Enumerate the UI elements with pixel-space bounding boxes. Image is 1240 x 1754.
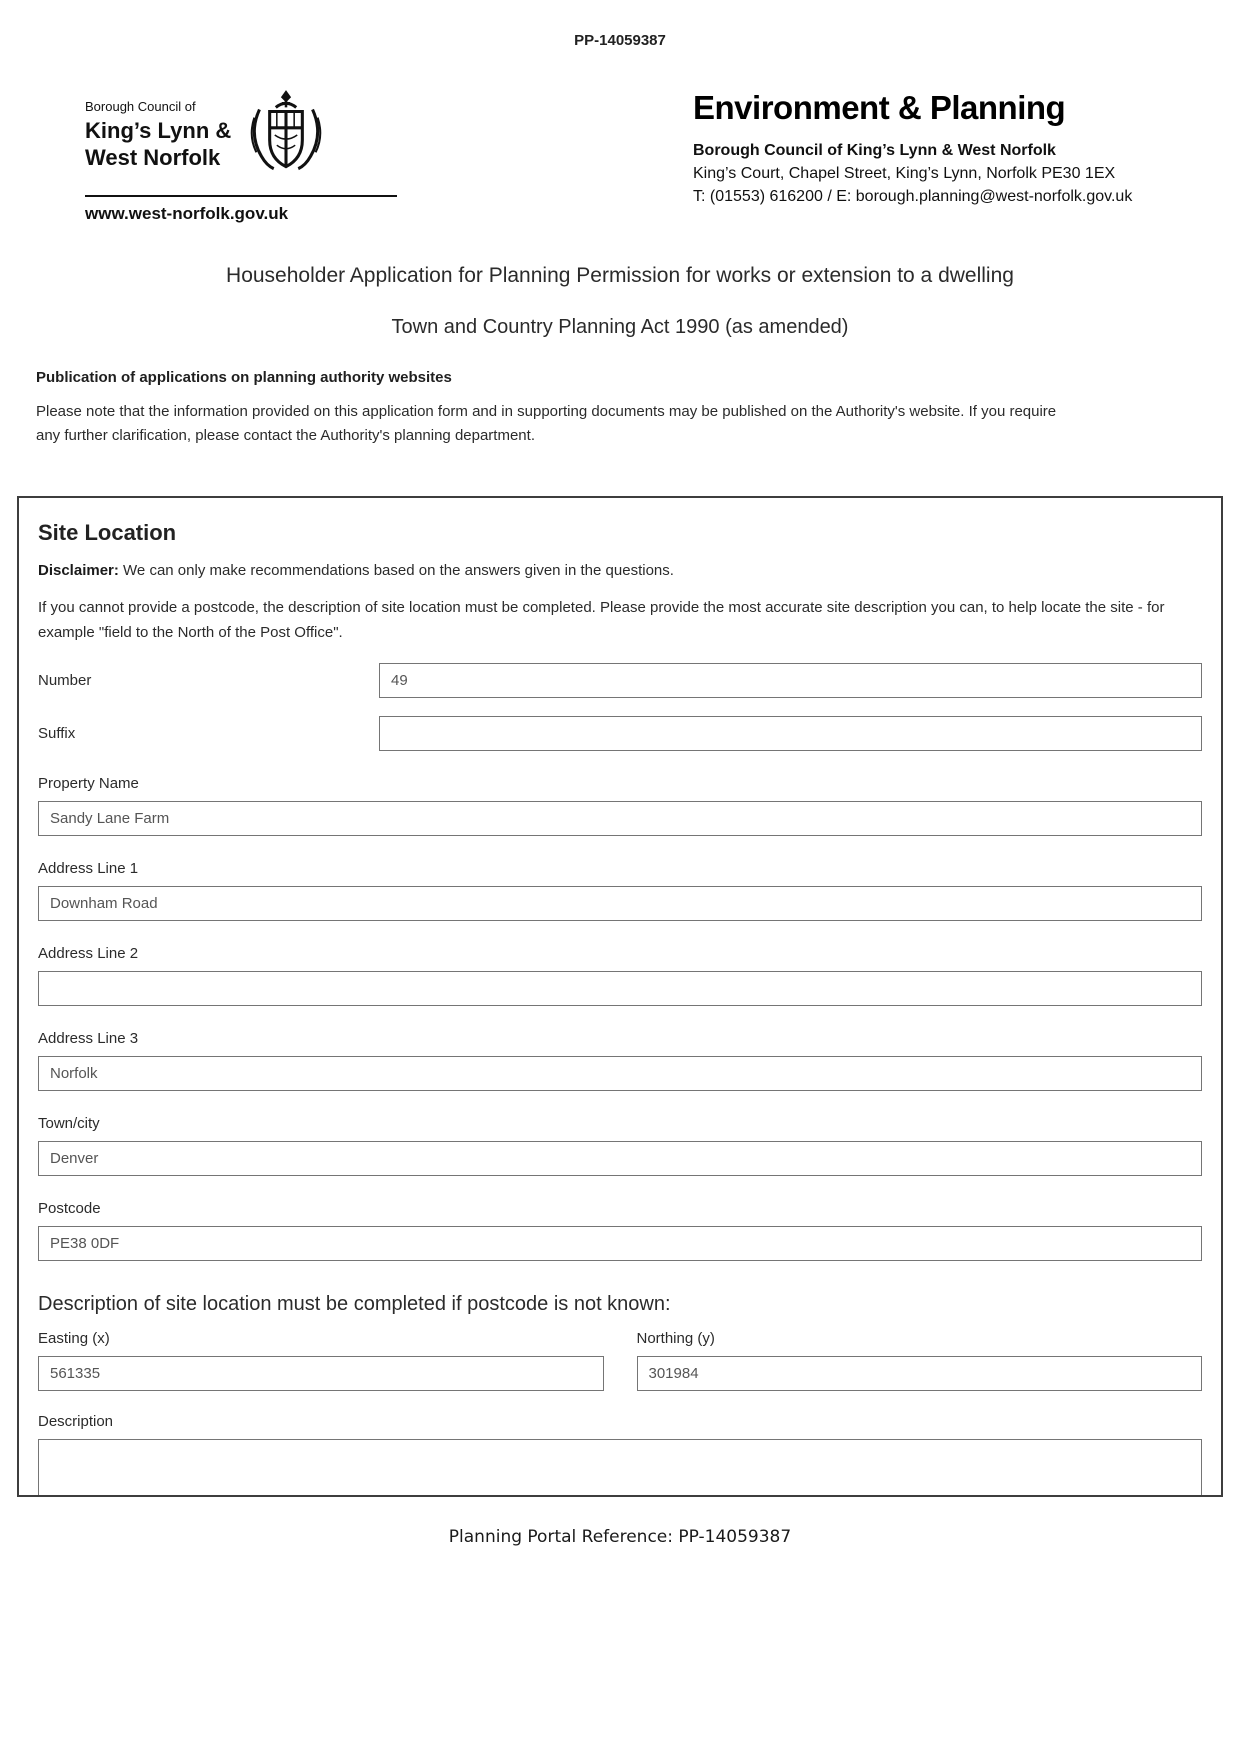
planning-portal-reference-footer: Planning Portal Reference: PP-14059387 — [448, 1527, 792, 1547]
site-location-section — [17, 496, 1223, 1497]
department-contact-line: T: (01553) 616200 / E: borough.planning@west-norfolk.gov.uk — [693, 188, 1133, 205]
coordinates-row — [38, 1330, 1202, 1391]
department-block — [693, 87, 1168, 208]
postcode-label: Postcode — [38, 1200, 101, 1217]
page-header — [0, 87, 1240, 224]
address-line-1-label: Address Line 1 — [38, 860, 139, 877]
council-logo-block — [85, 87, 405, 224]
postcode-input[interactable] — [38, 1226, 1202, 1261]
section-title-site-location: Site Location — [38, 520, 177, 545]
council-website: www.west-norfolk.gov.uk — [85, 195, 397, 224]
disclaimer-label: Disclaimer: — [38, 562, 119, 579]
form-reference-top: PP-14059387 — [574, 32, 666, 49]
northing-input[interactable] — [637, 1356, 1203, 1391]
northing-field — [637, 1330, 1203, 1391]
description-field — [38, 1413, 1202, 1495]
logo-line-borough: Borough Council of — [85, 99, 196, 114]
address-line-1-field — [38, 860, 1202, 921]
suffix-field-row — [38, 716, 1202, 751]
property-name-field — [38, 775, 1202, 836]
publication-heading: Publication of applications on planning authority websites — [36, 369, 452, 386]
town-city-input[interactable] — [38, 1141, 1202, 1176]
description-input[interactable] — [38, 1439, 1202, 1495]
form-sub-title: Town and Country Planning Act 1990 (as amended) — [391, 316, 849, 338]
form-main-title: Householder Application for Planning Permission for works or extension to a dwelling — [226, 264, 1014, 287]
logo-line-west-norfolk: West Norfolk — [85, 145, 221, 170]
property-name-label: Property Name — [38, 775, 139, 792]
number-field-row — [38, 663, 1202, 698]
logo-line-kings-lynn: King’s Lynn & — [85, 118, 232, 143]
northing-label: Northing (y) — [636, 1330, 715, 1347]
disclaimer-text — [38, 562, 1202, 579]
address-line-2-field — [38, 945, 1202, 1006]
number-input[interactable] — [379, 663, 1202, 698]
coat-of-arms-icon — [245, 87, 327, 185]
address-line-1-input[interactable] — [38, 886, 1202, 921]
site-location-intro: If you cannot provide a postcode, the description of site location must be completed. Please provide the most accurate site description you can, to help locate the site - for example "field to the North of the Post Office". — [38, 599, 1165, 641]
department-council-line: Borough Council of King’s Lynn & West Norfolk — [693, 142, 1056, 159]
description-section-heading: Description of site location must be completed if postcode is not known: — [38, 1293, 671, 1315]
town-city-label: Town/city — [38, 1115, 100, 1132]
description-label: Description — [38, 1413, 114, 1430]
property-name-input[interactable] — [38, 801, 1202, 836]
address-line-2-input[interactable] — [38, 971, 1202, 1006]
address-line-2-label: Address Line 2 — [38, 945, 139, 962]
postcode-field — [38, 1200, 1202, 1261]
easting-label: Easting (x) — [38, 1330, 110, 1347]
publication-body: Please note that the information provided on this application form and in supporting documents may be published on the Authority's website. If you require any further clarification, please contact the Authority's planning department. — [36, 403, 1057, 444]
address-line-3-label: Address Line 3 — [38, 1030, 139, 1047]
suffix-input[interactable] — [379, 716, 1202, 751]
town-city-field — [38, 1115, 1202, 1176]
number-label: Number — [38, 672, 92, 689]
department-title: Environment & Planning — [693, 89, 1066, 126]
address-line-3-field — [38, 1030, 1202, 1091]
easting-input[interactable] — [38, 1356, 604, 1391]
disclaimer-body: We can only make recommendations based on the answers given in the questions. — [123, 562, 674, 579]
address-line-3-input[interactable] — [38, 1056, 1202, 1091]
department-address-line: King’s Court, Chapel Street, King’s Lynn, Norfolk PE30 1EX — [693, 165, 1116, 182]
easting-field — [38, 1330, 604, 1391]
suffix-label: Suffix — [38, 725, 76, 742]
council-logo-text — [85, 87, 231, 171]
